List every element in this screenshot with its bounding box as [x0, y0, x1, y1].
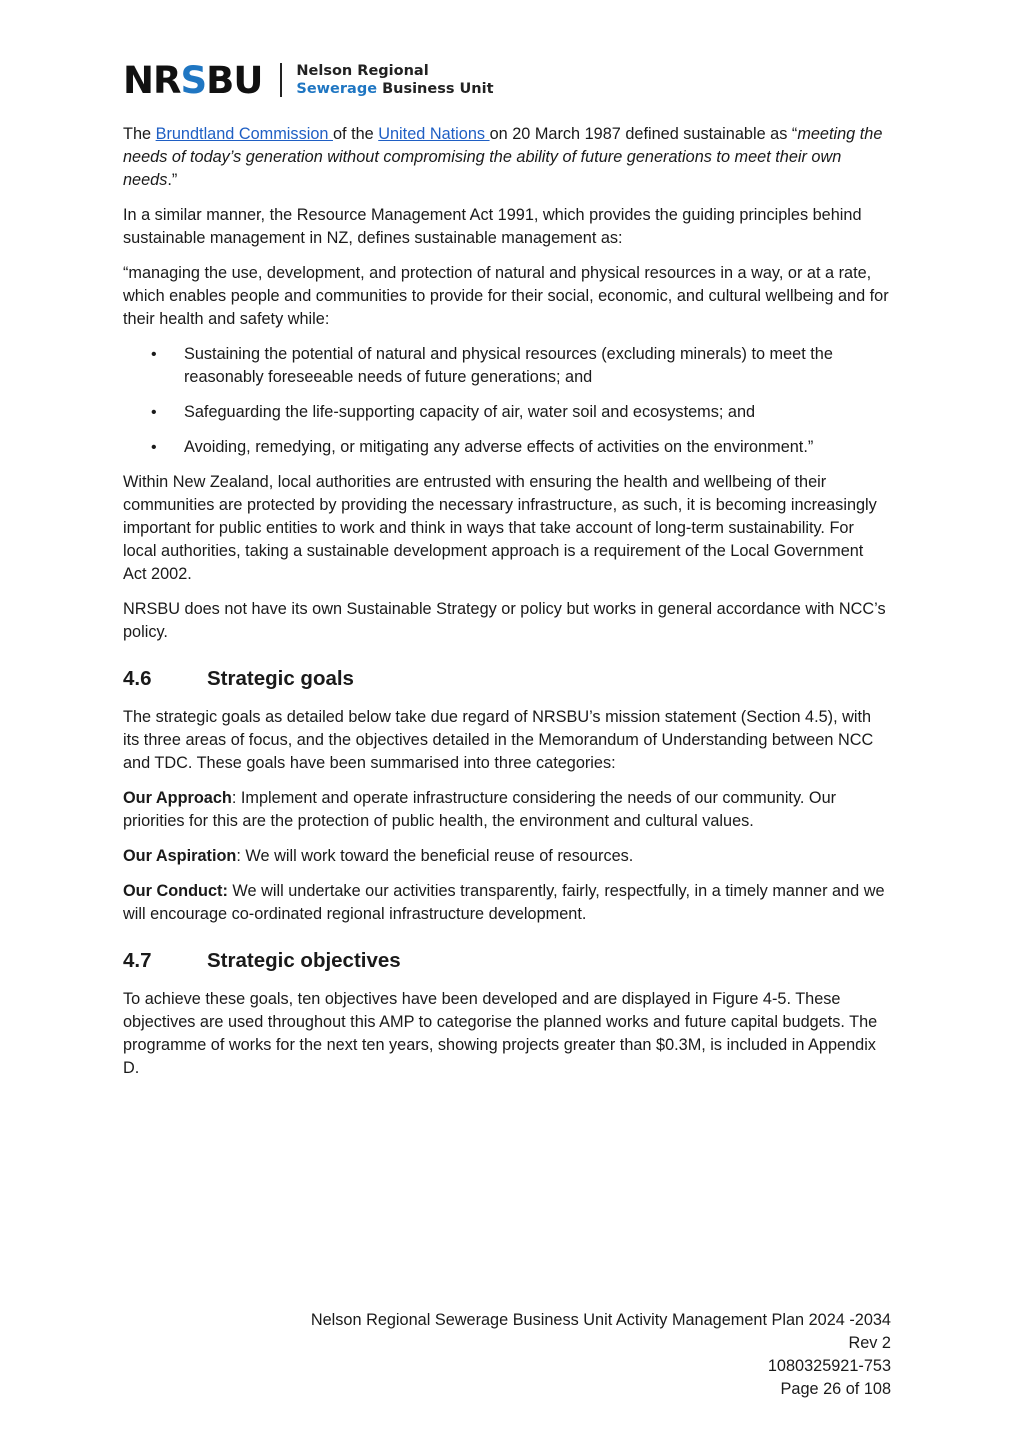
sustainability-bullet-list	[123, 343, 889, 459]
strategic-goals-paragraph: The strategic goals as detailed below take due regard of NRSBU’s mission statement (Section 4.5), with its three areas of focus, and the objectives detailed in the Memorandum of Understanding between NCC and TDC. These goals have been summarised into three categories:	[123, 708, 874, 772]
intro-paragraph-4: Within New Zealand, local authorities are entrusted with ensuring the health and wellbeing of their communities are protected by providing the necessary infrastructure, as such, it is becoming increasingly important for public entities to work and think in ways that take account of long-term sustainability. For local authorities, taking a sustainable development approach is a requirement of the Local Government Act 2002.	[123, 473, 877, 583]
intro-paragraph-1: The Brundtland Commission of the United Nations on 20 March 1987 defined sustainable as “meeting the needs of today’s generation without compromising the ability of future generations to meet their own needs.”	[123, 125, 883, 189]
logo-org-name	[296, 62, 493, 98]
page-footer	[311, 1309, 891, 1401]
intro-paragraph-3: “managing the use, development, and protection of natural and physical resources in a way, or at a rate, which enables people and communities to provide for their social, economic, and cultural wellbeing and for their health and safety while:	[123, 264, 889, 328]
logo-wordmark: NRSBU	[123, 58, 263, 102]
logo-org-line1: Nelson Regional	[296, 63, 429, 79]
footer-revision: Rev 2	[848, 1334, 891, 1352]
list-item: • Avoiding, remedying, or mitigating any adverse effects of activities on the environment.”	[123, 436, 889, 459]
logo-org-line2: Sewerage Business Unit	[296, 81, 494, 97]
logo-divider	[280, 63, 282, 97]
footer-document-number: 1080325921-753	[767, 1357, 891, 1375]
footer-document-title: Nelson Regional Sewerage Business Unit Activity Management Plan 2024 -2034	[310, 1311, 891, 1329]
list-item: • Sustaining the potential of natural and physical resources (excluding minerals) to meet the reasonably foreseeable needs of future generations; and	[123, 343, 889, 389]
strategic-objectives-paragraph: To achieve these goals, ten objectives have been developed and are displayed in Figure 4-5. These objectives are used throughout this AMP to categorise the planned works and future capital budgets. The programme of works for the next ten years, showing projects greater than $0.3M, is included in Appendix D.	[123, 990, 878, 1077]
footer-page-number: Page 26 of 108	[780, 1380, 891, 1398]
goal-our-aspiration: Our Aspiration: We will work toward the beneficial reuse of resources.	[123, 847, 634, 865]
intro-paragraph-5: NRSBU does not have its own Sustainable Strategy or policy but works in general accordance with NCC’s policy.	[123, 600, 886, 641]
nrsbu-logo	[123, 58, 494, 102]
brundtland-commission-link[interactable]: Brundtland Commission	[155, 125, 333, 143]
intro-paragraph-2: In a similar manner, the Resource Management Act 1991, which provides the guiding principles behind sustainable management in NZ, defines sustainable management as:	[123, 206, 862, 247]
section-heading-strategic-objectives: 4.7 Strategic objectives	[123, 949, 401, 972]
united-nations-link[interactable]: United Nations	[378, 125, 490, 143]
section-heading-strategic-goals: 4.6 Strategic goals	[123, 667, 354, 690]
goal-our-approach: Our Approach: Implement and operate infrastructure considering the needs of our community. Our priorities for this are the protection of public health, the environment and cultural values.	[123, 789, 837, 830]
main-content	[123, 123, 889, 1092]
goal-our-conduct: Our Conduct: We will undertake our activities transparently, fairly, respectfully, in a timely manner and we will encourage co-ordinated regional infrastructure development.	[123, 882, 885, 923]
list-item: • Safeguarding the life-supporting capacity of air, water soil and ecosystems; and	[123, 401, 889, 424]
